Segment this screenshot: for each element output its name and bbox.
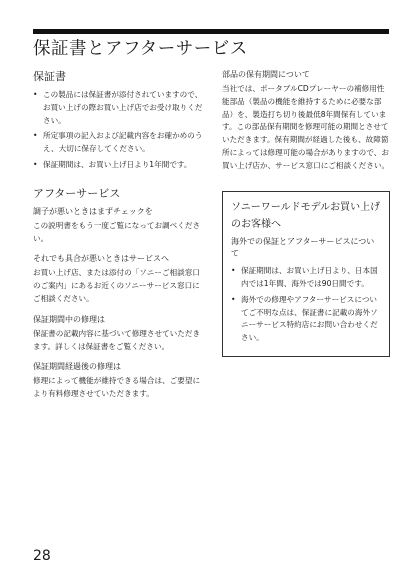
title-rule	[33, 29, 389, 34]
right-column	[222, 69, 390, 357]
overseas-list-item	[231, 265, 381, 291]
check-text: この説明書をもう一度ご覧になってお調べください。	[33, 220, 201, 243]
post-warranty-repair-heading: 保証期間経過後の修理は	[33, 362, 121, 372]
warranty-list-item	[33, 89, 205, 127]
service-contact-heading: それでも具合が悪いときはサービスへ	[33, 254, 169, 264]
overseas-warranty-heading: 海外での保証とアフターサービスについて	[231, 236, 375, 259]
page-number: 28	[33, 548, 51, 564]
overseas-warranty-list	[231, 265, 381, 345]
warranty-list-item	[33, 159, 205, 172]
warranty-heading: 保証書	[33, 70, 66, 83]
warranty-list-item	[33, 130, 205, 156]
in-warranty-repair-text: 保証書の記載内容に基づいて修理させていただきます。詳しくは保証書をご覧ください。	[33, 328, 201, 351]
post-warranty-repair-text: 修理によって機能が維持できる場合は、ご要望により有料修理させていただきます。	[33, 376, 201, 399]
bullet-marker: •	[33, 159, 38, 169]
service-contact-text: お買い上げ店、または添付の「ソニーご相談窓口のご案内」にあるお近くのソニーサービス窓口にご相談ください。	[33, 268, 200, 303]
overseas-item-text: 保証期間は、お買い上げ日より、日本国内では1年間、海外では90日間です。	[241, 266, 378, 288]
bullet-marker: •	[231, 266, 236, 276]
warranty-item-text: 保証期間は、お買い上げ日より1年間です。	[43, 159, 192, 169]
bullet-marker: •	[33, 90, 38, 99]
warranty-item-text: この製品には保証書が添付されていますので、お買い上げの際お買い上げ店でお受け取りください。	[43, 90, 203, 125]
check-heading: 調子が悪いときはまずチェックを	[33, 206, 153, 216]
after-service-heading: アフターサービス	[33, 186, 121, 200]
world-model-notice-box	[222, 191, 390, 357]
left-column	[33, 69, 205, 401]
overseas-item-text: 海外での修理やアフターサービスについてご不明な点は、保証書に記載の海外ソニーサービス特約店にお問い合わせください。	[241, 294, 378, 343]
bullet-marker: •	[33, 131, 38, 141]
warranty-item-text: 所定事項の記入および記載内容をお確かめのうえ、大切に保存してください。	[43, 131, 203, 154]
parts-period-text: 当社では、ポータブルCDプレーヤーの補修用性能部品（製品の機能を維持するために必要な部品）を、製造打ち切り後最低8年間保有しています。この部品保有期間を修理可能の期間とさせていただきます。保有期間が経過した後も、故障箇所によっては修理可能の場合がありますので、お買い上げ店か、サービス窓口にご相談ください。	[222, 84, 390, 170]
bullet-marker: •	[231, 294, 236, 304]
in-warranty-repair-heading: 保証期間中の修理は	[33, 314, 105, 324]
parts-period-heading: 部品の保有期間について	[222, 70, 310, 79]
page-title: 保証書とアフターサービス	[33, 39, 248, 59]
overseas-list-item	[231, 294, 381, 345]
world-model-notice-title: ソニーワールドモデルお買い上げのお客様へ	[231, 201, 381, 230]
warranty-list	[33, 89, 205, 172]
